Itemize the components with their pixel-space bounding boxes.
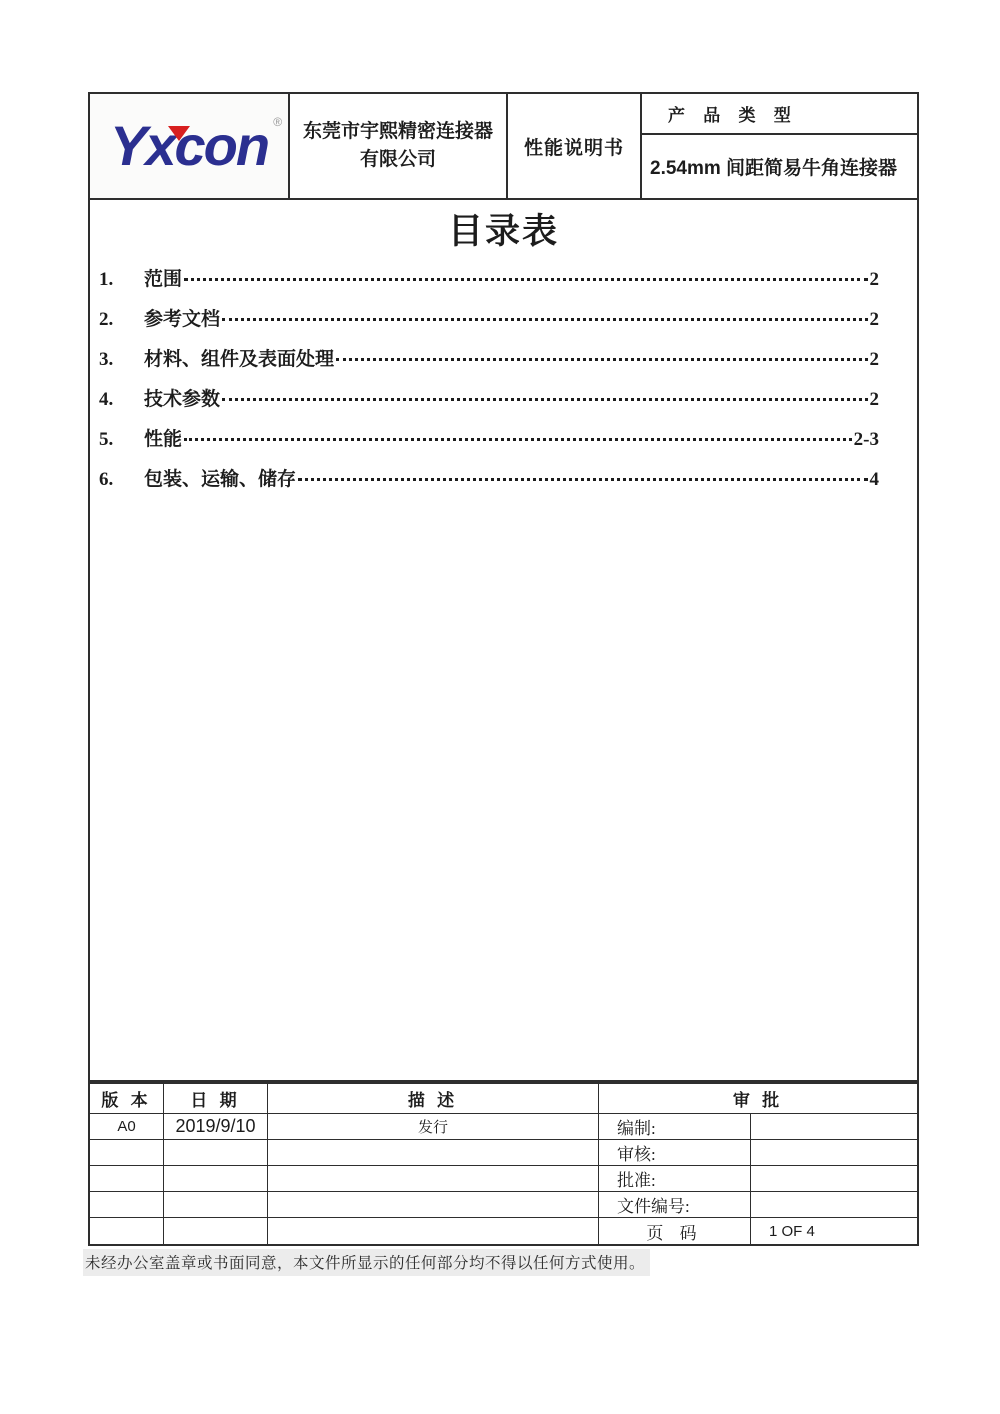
rev-cell-description (268, 1218, 599, 1244)
toc-leader-dots (222, 398, 867, 401)
logo-triangle-icon (168, 126, 190, 141)
toc-item-label: 材料、组件及表面处理 (144, 349, 335, 370)
toc-item-page: 2-3 (853, 429, 879, 450)
revision-table (88, 1082, 919, 1246)
rev-cell-page-label: 页 码 (599, 1218, 751, 1244)
rev-cell-label: 编制: (599, 1114, 751, 1140)
company-name-line1: 东莞市宇熙精密连接器 (302, 121, 493, 143)
logo-wrap (109, 114, 283, 177)
rev-cell-label: 批准: (599, 1166, 751, 1192)
toc-leader-dots (184, 278, 867, 281)
rev-cell-description (268, 1140, 599, 1166)
toc-item-page: 4 (869, 469, 879, 490)
rev-cell-value (751, 1166, 917, 1192)
confidentiality-notice: 未经办公室盖章或书面同意，本文件所显示的任何部分均不得以任何方式使用。 (83, 1249, 650, 1276)
logo-text: Yxcon (109, 114, 269, 177)
toc-item-1 (99, 264, 879, 304)
rev-cell-version (90, 1166, 164, 1192)
toc-item-4 (99, 384, 879, 424)
toc-item-2 (99, 304, 879, 344)
rev-cell-version (90, 1218, 164, 1244)
toc-item-number: 1. (99, 269, 114, 290)
rev-cell-page-value: 1 OF 4 (769, 1222, 815, 1240)
rev-cell-version: A0 (90, 1114, 164, 1140)
rev-cell-date (164, 1218, 268, 1244)
toc-item-page: 2 (869, 269, 879, 290)
rev-cell-value (751, 1114, 917, 1140)
rev-cell-value (751, 1192, 917, 1218)
toc-title: 目录表 (447, 212, 559, 251)
toc-item-6 (99, 464, 879, 504)
company-name-line2: 有限公司 (359, 149, 436, 170)
rev-cell-label: 文件编号: (599, 1192, 751, 1218)
rev-header-approval: 审 批 (599, 1084, 917, 1114)
toc-leader-dots (336, 358, 867, 361)
rev-cell-version (90, 1140, 164, 1166)
toc-item-number: 5. (99, 429, 114, 450)
rev-header-description: 描 述 (268, 1084, 599, 1114)
toc-leader-dots (298, 478, 867, 481)
rev-cell-date (164, 1166, 268, 1192)
toc-item-label: 性能 (144, 429, 183, 450)
toc-item-page: 2 (869, 349, 879, 370)
toc-item-number: 3. (99, 349, 114, 370)
toc-item-3 (99, 344, 879, 384)
header-table (88, 92, 919, 200)
company-name-cell (290, 94, 508, 198)
toc-item-page: 2 (869, 389, 879, 410)
rev-cell-version (90, 1192, 164, 1218)
rev-cell-date (164, 1140, 268, 1166)
toc-list (90, 264, 917, 504)
toc-item-number: 2. (99, 309, 114, 330)
toc-item-page: 2 (869, 309, 879, 330)
rev-cell-description: 发行 (268, 1114, 599, 1140)
toc-item-label: 包装、运输、储存 (144, 469, 297, 490)
product-type-cell (642, 94, 917, 198)
toc-item-number: 4. (99, 389, 114, 410)
registered-trademark-icon: ® (273, 115, 283, 129)
rev-cell-description (268, 1166, 599, 1192)
doc-type-label: 性能说明书 (523, 137, 624, 159)
toc-item-number: 6. (99, 469, 114, 490)
toc-leader-dots (222, 318, 867, 321)
product-type-label: 产 品 类 型 (642, 94, 917, 135)
product-type-value: 2.54mm 间距简易牛角连接器 (650, 158, 898, 179)
rev-cell-date: 2019/9/10 (164, 1114, 268, 1140)
rev-cell-value (751, 1140, 917, 1166)
toc-item-5 (99, 424, 879, 464)
rev-cell-label: 审核: (599, 1140, 751, 1166)
rev-cell-description (268, 1192, 599, 1218)
toc-item-label: 参考文档 (144, 309, 221, 330)
rev-cell-date (164, 1192, 268, 1218)
toc-item-label: 范围 (144, 269, 183, 290)
toc-section (88, 200, 919, 1082)
company-logo (90, 94, 290, 198)
rev-header-version: 版 本 (90, 1084, 164, 1114)
doc-type-cell (508, 94, 642, 198)
rev-header-date: 日 期 (164, 1084, 268, 1114)
toc-item-label: 技术参数 (144, 389, 221, 410)
toc-leader-dots (184, 438, 852, 441)
